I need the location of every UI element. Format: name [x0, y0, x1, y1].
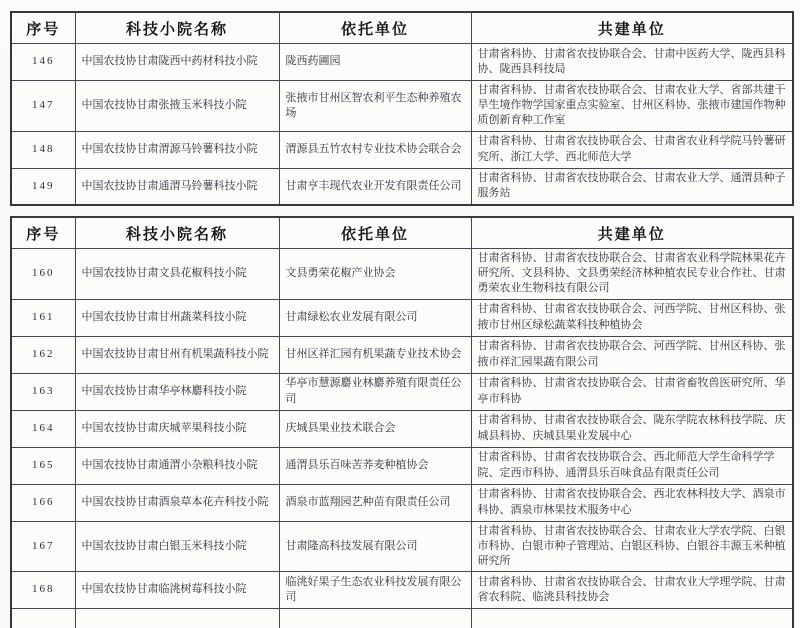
support-unit-cell: 酒泉市蓝翔园艺种苗有限责任公司 — [279, 484, 471, 521]
partner-units-cell: 甘肃省科协、甘肃省农技协联合会、西北农林科技大学、酒泉市科协、酒泉市林果技术服务中心 — [471, 484, 793, 521]
table-row — [11, 168, 793, 205]
academy-name-cell: 中国农技协甘肃张掖玉米科技小院 — [75, 81, 279, 132]
column-header-academy-name: 科技小院名称 — [75, 217, 279, 249]
partner-units-cell: 甘肃省科协、甘肃省农技协联合会、河西学院、甘州区科协、张掖市祥汇园果蔬有限公司 — [471, 336, 793, 373]
table-row — [11, 299, 793, 336]
support-unit-cell: 甘肃隆高科技发展有限公司 — [279, 521, 471, 572]
column-header-partner-units: 共建单位 — [471, 217, 793, 249]
serial-cell: 164 — [11, 410, 75, 447]
partner-units-cell: 甘肃省科协、甘肃省农技协联合会、甘肃农业大学、省部共建干旱生境作物学国家重点实验室、甘州区科协、张掖市建国作物种质创新育种工作室 — [471, 81, 793, 132]
serial-cell: 161 — [11, 299, 75, 336]
serial-cell: 166 — [11, 484, 75, 521]
table-header — [11, 217, 793, 249]
academy-name-cell: 中国农技协甘肃甘州有机果蔬科技小院 — [75, 336, 279, 373]
support-unit-cell: 陇西药圃园 — [279, 44, 471, 81]
serial-cell — [11, 609, 75, 628]
serial-cell: 149 — [11, 168, 75, 205]
support-unit-cell: 甘肃绿松农业发展有限公司 — [279, 299, 471, 336]
academy-name-cell: 中国农技协甘肃甘州蔬菜科技小院 — [75, 299, 279, 336]
serial-cell: 168 — [11, 572, 75, 609]
header-row — [11, 217, 793, 249]
partner-units-cell: 甘肃省科协、甘肃省农技协联合会、甘肃农业大学农学院、白银市科协、白银市种子管理站、白银区科协、白银谷丰源玉米种植研究所 — [471, 521, 793, 572]
support-unit-cell: 庆城县果业技术联合会 — [279, 410, 471, 447]
table-row — [11, 131, 793, 168]
serial-cell: 163 — [11, 373, 75, 410]
table-row — [11, 336, 793, 373]
column-header-serial: 序号 — [11, 217, 75, 249]
column-header-academy-name: 科技小院名称 — [75, 12, 279, 44]
partner-units-cell: 甘肃省科协、甘肃省农技协联合会、甘肃农业大学理学院、甘肃省农科院、临洮县科技协会 — [471, 572, 793, 609]
partner-units-cell: 甘肃省科协、甘肃省农技协联合会、西北师范大学生命科学学院、定西市科协、通渭县乐百味食品有限责任公司 — [471, 447, 793, 484]
column-header-partner-units: 共建单位 — [471, 12, 793, 44]
table-row — [11, 447, 793, 484]
partner-units-cell: 甘肃省科协、甘肃省农技协联合会、陇东学院农林科技学院、庆城县科协、庆城县果业发展中心 — [471, 410, 793, 447]
serial-cell: 146 — [11, 44, 75, 81]
partner-units-cell: 甘肃省科协、甘肃省农技协联合会、甘肃省农业科学院马铃薯研究所、浙江大学、西北师范大学 — [471, 131, 793, 168]
support-unit-cell: 张掖市甘州区智农利平生态种养殖农场 — [279, 81, 471, 132]
academy-name-cell: 中国农技协甘肃通渭马铃薯科技小院 — [75, 168, 279, 205]
academy-name-cell: 中国农技协甘肃庆城苹果科技小院 — [75, 410, 279, 447]
academy-name-cell: 中国农技协甘肃陇西中药材科技小院 — [75, 44, 279, 81]
table-row — [11, 572, 793, 609]
table-body — [11, 44, 793, 206]
partner-units-cell: 甘肃省科协、甘肃省农技协联合会、甘肃省畜牧兽医研究所、华亭市科协 — [471, 373, 793, 410]
column-header-support-unit: 依托单位 — [279, 217, 471, 249]
header-row — [11, 12, 793, 44]
academy-name-cell: 中国农技协甘肃白银玉米科技小院 — [75, 521, 279, 572]
academy-name-cell: 中国农技协甘肃临洮树莓科技小院 — [75, 572, 279, 609]
serial-cell: 165 — [11, 447, 75, 484]
partner-units-cell: 甘肃省科协、甘肃省农技协联合会、甘肃农业大学、通渭县种子服务站 — [471, 168, 793, 205]
table-footer — [11, 609, 793, 628]
academy-name-cell: 中国农技协甘肃渭源马铃薯科技小院 — [75, 131, 279, 168]
table-row — [11, 44, 793, 81]
table-row — [11, 81, 793, 132]
support-unit-cell: 临洮好果子生态农业科技发展有限公司 — [279, 572, 471, 609]
support-unit-cell: 甘肃亨丰现代农业开发有限责任公司 — [279, 168, 471, 205]
roster-table-upper — [10, 11, 794, 206]
support-unit-cell: 渭源县五竹农村专业技术协会联合会 — [279, 131, 471, 168]
table-header — [11, 12, 793, 44]
table-row — [11, 373, 793, 410]
academy-name-cell: 中国农技协甘肃酒泉草本花卉科技小院 — [75, 484, 279, 521]
academy-name-cell: 中国农技协甘肃通渭小杂粮科技小院 — [75, 447, 279, 484]
roster-table-lower — [10, 216, 794, 628]
partner-units-cell: 甘肃省科协、甘肃省农技协联合会、河西学院、甘州区科协、张掖市甘州区绿松蔬菜科技种植协会 — [471, 299, 793, 336]
table-row — [11, 484, 793, 521]
partial-row-cutoff — [11, 609, 793, 628]
serial-cell: 162 — [11, 336, 75, 373]
support-unit-cell: 通渭县乐百味苦荞麦种植协会 — [279, 447, 471, 484]
support-unit-cell: 甘州区祥汇园有机果蔬专业技术协会 — [279, 336, 471, 373]
academy-name-cell — [75, 609, 279, 628]
academy-name-cell: 中国农技协甘肃华亭林麝科技小院 — [75, 373, 279, 410]
table-row — [11, 249, 793, 300]
partner-units-cell: 甘肃省科协、甘肃省农技协联合会、甘肃中医药大学、陇西县科协、陇西县科技局 — [471, 44, 793, 81]
academy-name-cell: 中国农技协甘肃文县花椒科技小院 — [75, 249, 279, 300]
partner-units-cell — [471, 609, 793, 628]
column-header-serial: 序号 — [11, 12, 75, 44]
serial-cell: 167 — [11, 521, 75, 572]
table-row — [11, 410, 793, 447]
table-gap — [10, 206, 792, 216]
serial-cell: 148 — [11, 131, 75, 168]
support-unit-cell — [279, 609, 471, 628]
support-unit-cell: 华亭市慧源麝业林麝养殖有限责任公司 — [279, 373, 471, 410]
table-row — [11, 521, 793, 572]
support-unit-cell: 文县勇荣花椒产业协会 — [279, 249, 471, 300]
serial-cell: 147 — [11, 81, 75, 132]
table-body — [11, 249, 793, 609]
serial-cell: 160 — [11, 249, 75, 300]
column-header-support-unit: 依托单位 — [279, 12, 471, 44]
partner-units-cell: 甘肃省科协、甘肃省农技协联合会、甘肃省农业科学院林果花卉研究所、文县科协、文县勇荣经济林种植农民专业合作社、甘肃勇荣农业生物科技有限公司 — [471, 249, 793, 300]
